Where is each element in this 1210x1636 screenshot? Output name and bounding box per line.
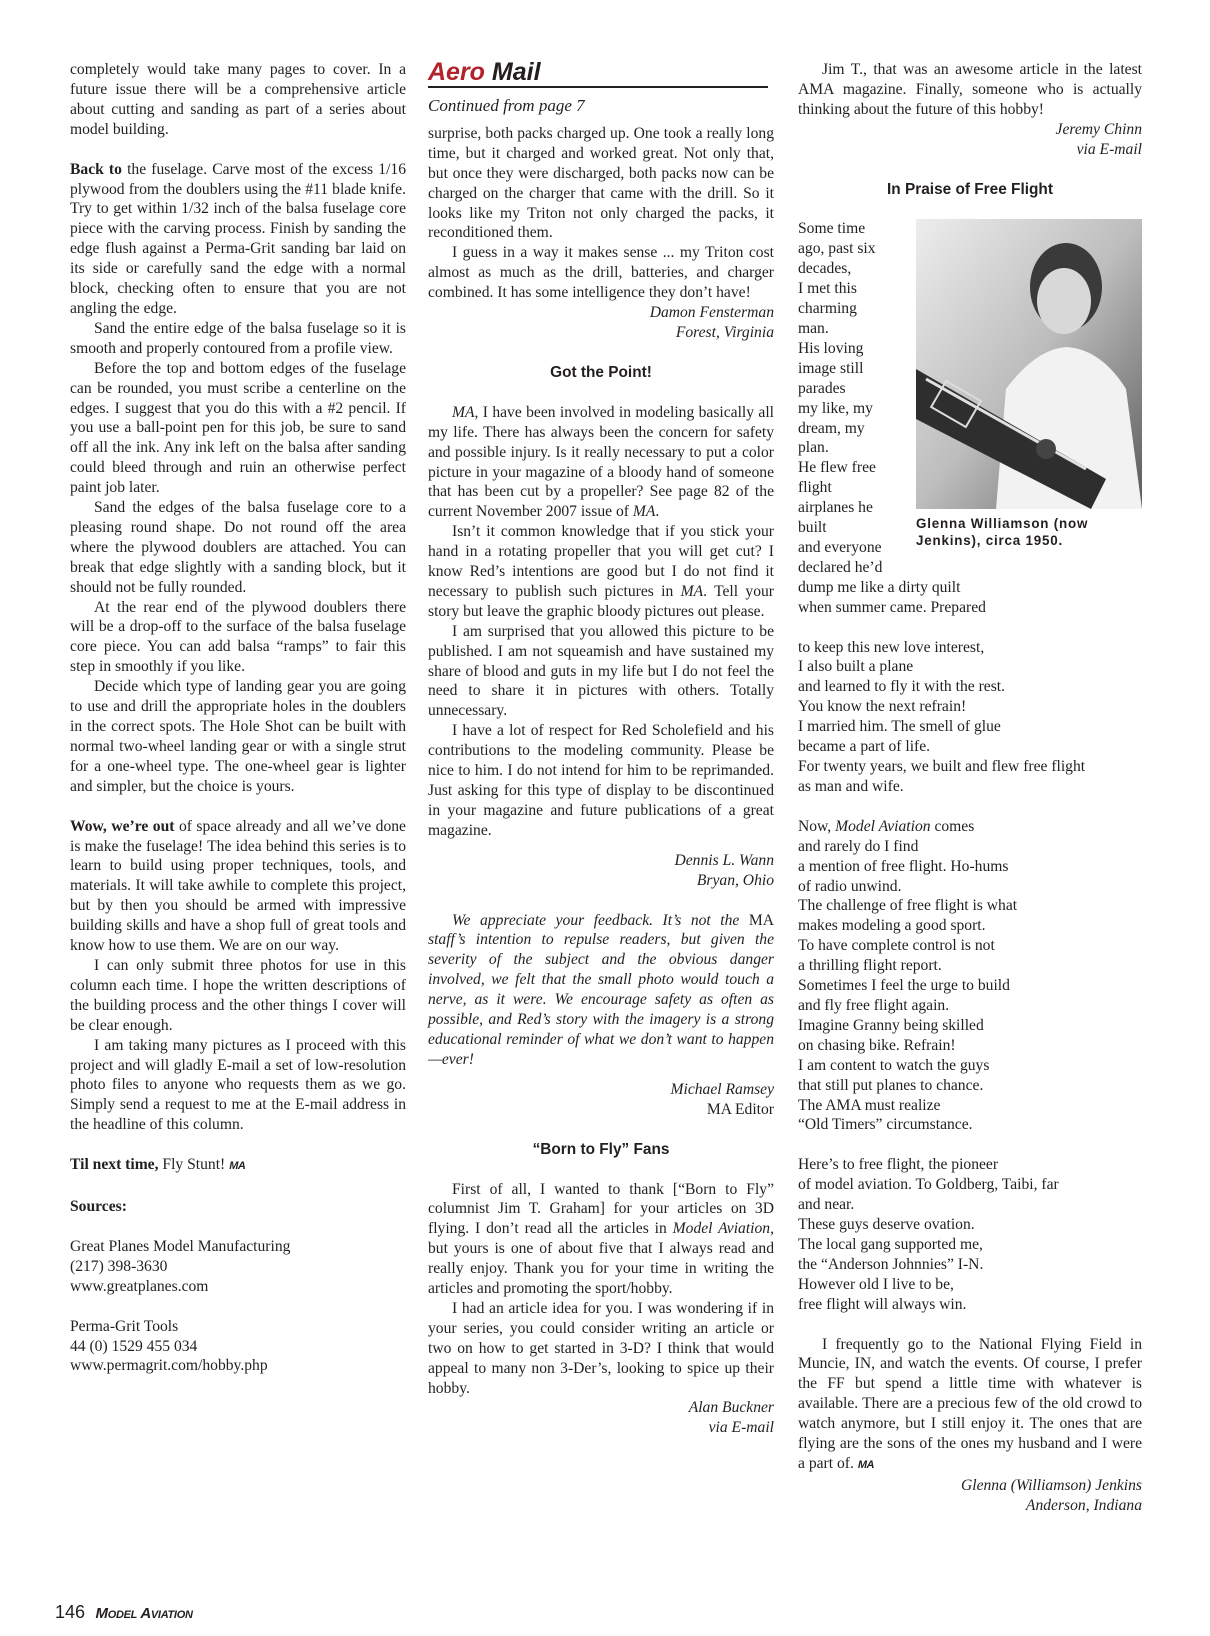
poem-line: plan. bbox=[798, 439, 829, 457]
portrait-illustration bbox=[916, 219, 1142, 509]
letter-paragraph: MA, I have been involved in modeling basically all my life. There has always been the concern for safety and possible injury. Is it really necessary to put a color picture in your magazine of a bloody hand of someone that has been cut by a propeller? See page 82 of the current November 2007 issue of MA. bbox=[428, 403, 774, 521]
page-number: 146 bbox=[55, 1602, 86, 1622]
column-left bbox=[70, 60, 406, 1376]
poem-line: Imagine Granny being skilled bbox=[798, 1016, 984, 1034]
poem-line: The AMA must realize bbox=[798, 1096, 941, 1114]
poem-line: However old I live to be, bbox=[798, 1275, 954, 1293]
poem-line: “Old Timers” circumstance. bbox=[798, 1116, 973, 1134]
letter-signature: Alan Buckner bbox=[688, 1399, 774, 1417]
source-name: Perma-Grit Tools bbox=[70, 1317, 179, 1335]
poem-line: and near. bbox=[798, 1196, 855, 1214]
poem-line: to keep this new love interest, bbox=[798, 638, 985, 656]
poem-line: dump me like a dirty quilt bbox=[798, 578, 961, 596]
letter-paragraph: I frequently go to the National Flying Field in Muncie, IN, and watch the events. Of course, I prefer the FF but spend a little time with whatever is available. There are a precious few of the old crowd to watch anymore, but I still enjoy it. The ones that are flying are the sons of the ones my husband and I were a part of. MA bbox=[798, 1335, 1142, 1472]
poem-line: I am content to watch the guys bbox=[798, 1056, 990, 1074]
letter-paragraph: I am surprised that you allowed this picture to be published. I am not squeamish and have sustained my share of blood and guts in my life but I do not feel the need to share it in pictures with others. Totally unnecessary. bbox=[428, 622, 774, 720]
letter-paragraph: Isn’t it common knowledge that if you stick your hand in a rotating propeller that you will get cut? I know Red’s intentions are good but I do not find it necessary to publish such pictures in MA. Tell your story but leave the graphic bloody pictures out please. bbox=[428, 523, 774, 620]
poem-line: He flew free bbox=[798, 459, 876, 477]
paragraph: At the rear end of the plywood doublers there will be a drop-off to the surface of the balsa fuselage core piece. You can add balsa “ramps” to fair this step in smoothly if you like. bbox=[70, 598, 406, 676]
paragraph: completely would take many pages to cover. In a future issue there will be a comprehensive article about cutting and sanding as part of a series about model building. bbox=[70, 61, 406, 138]
poem-line: on chasing bike. Refrain! bbox=[798, 1036, 956, 1054]
poem-line: my like, my bbox=[798, 399, 873, 417]
poem-line: His loving bbox=[798, 339, 864, 357]
editor-reply: We appreciate your feedback. It’s not the MA staff’s intention to repulse readers, but given the severity of the subject and the obvious danger involved, we felt that the small photo would touch a nerve, as it were. We encourage safety as often as possible, and Red’s story with the imagery is a strong educational reminder of what we don’t want to happen—ever! bbox=[428, 911, 774, 1068]
letter-paragraph: surprise, both packs charged up. One took a really long time, but it charged and worked great. Not only that, but once they were discharged, both packs now can be charged on the charger that came with the drill. So it looks like my Triton not only charged the packs, it reconditioned them. bbox=[428, 124, 774, 242]
poem-line: flight bbox=[798, 479, 832, 497]
poem-line: To have complete control is not bbox=[798, 937, 995, 955]
paragraph: Sand the entire edge of the balsa fuselage so it is smooth and properly contoured from a profile view. bbox=[70, 319, 406, 357]
paragraph: I can only submit three photos for use in this column each time. I hope the written descriptions of the building process and the other things I cover will be clear enough. bbox=[70, 956, 406, 1034]
source-url[interactable]: www.greatplanes.com bbox=[70, 1277, 209, 1295]
paragraph: Back to the fuselage. Carve most of the excess 1/16 plywood from the doublers using the #11 blade knife. Try to get within 1/32 inch of the balsa fuselage core piece with the carving process. Finish by sanding the edge flush against a Perma-Grit sanding bar laid on its side or carefully sand the edge with a normal block, checking often to ensure that you are not angling the edge. bbox=[70, 160, 407, 317]
poem-line: Sometimes I feel the urge to build bbox=[798, 977, 1010, 995]
poem-line: parades bbox=[798, 379, 846, 397]
page-footer bbox=[55, 1602, 193, 1623]
letter-signature: Dennis L. Wann bbox=[674, 851, 774, 869]
photo-figure bbox=[916, 219, 1142, 549]
sources-heading: Sources: bbox=[70, 1198, 127, 1216]
source-url[interactable]: www.permagrit.com/hobby.php bbox=[70, 1357, 268, 1375]
editor-signature: Michael Ramsey bbox=[670, 1080, 774, 1098]
poem-line: I married him. The smell of glue bbox=[798, 718, 1001, 736]
source-phone: (217) 398-3630 bbox=[70, 1257, 168, 1275]
letter-heading: Got the Point! bbox=[550, 363, 652, 381]
source-name: Great Planes Model Manufacturing bbox=[70, 1237, 291, 1255]
letter-signature: Damon Fensterman bbox=[649, 304, 774, 322]
magazine-logo: Model Aviation bbox=[95, 1605, 193, 1622]
letter-paragraph: I had an article idea for you. I was wondering if in your series, you could consider writing an article or two on how to get started in 3-D? I think that would appeal to many non 3-Der’s, looking to spice up their hobby. bbox=[428, 1299, 774, 1397]
poem-line: Now, Model Aviation comes bbox=[798, 817, 975, 835]
editor-title: MA Editor bbox=[706, 1100, 774, 1118]
paragraph: Sand the edges of the balsa fuselage core to a pleasing round shape. Do not round off the area where the plywood doublers are attached. You can break that edge slightly with a sanding block, but it should not be fully rounded. bbox=[70, 499, 406, 596]
letter-location: via E-mail bbox=[708, 1419, 774, 1437]
photo-caption: Glenna Williamson (now Jenkins), circa 1950. bbox=[916, 516, 1089, 549]
lead-in: Back to bbox=[70, 160, 122, 178]
column-right bbox=[798, 60, 1142, 1516]
fraction: 1/16 bbox=[378, 160, 407, 178]
poem-line: The challenge of free flight is what bbox=[798, 897, 1018, 915]
poem-line: the “Anderson Johnnies” I-N. bbox=[798, 1255, 984, 1273]
section-title: Aero Mail bbox=[428, 58, 768, 88]
poem-line: and rarely do I find bbox=[798, 837, 919, 855]
poem-line: as man and wife. bbox=[798, 777, 904, 795]
poem-line: a mention of free flight. Ho-hums bbox=[798, 857, 1009, 875]
paragraph: Decide which type of landing gear you are going to use and drill the appropriate holes in the doublers in the correct spots. The Hole Shot can be built with normal two-wheel landing gear or with a single strut for a one-wheel type. The one-wheel gear is lighter and simpler, but the choice is yours. bbox=[70, 678, 406, 795]
fraction: 1/32 bbox=[181, 200, 209, 218]
poem-stanza bbox=[798, 817, 1142, 1136]
poem-line: The local gang supported me, bbox=[798, 1235, 983, 1253]
letter-signature: Glenna (Williamson) Jenkins bbox=[960, 1476, 1142, 1494]
letter-paragraph: I have a lot of respect for Red Scholefield and his contributions to the modeling community. Please be nice to him. I do not intend for him to be reprimanded. Just asking for this type of display to be discontinued in your magazine and future publications of a great magazine. bbox=[428, 722, 774, 839]
poem-stanza bbox=[798, 638, 1142, 797]
poem-stanza bbox=[798, 1155, 1142, 1314]
letter-location: Anderson, Indiana bbox=[1025, 1496, 1142, 1514]
letter-location: Forest, Virginia bbox=[675, 323, 774, 341]
poem-line: built bbox=[798, 519, 827, 537]
paragraph: Til next time, Fly Stunt! MA bbox=[70, 1156, 246, 1174]
portrait-photo bbox=[916, 219, 1142, 509]
paragraph: Before the top and bottom edges of the fuselage can be rounded, you must scribe a centerline on the edges. I suggest that you do this with a #2 pencil. If you use a ball-point pen for this job, be sure to sand off all the ink. Any ink left on the balsa after sanding could bleed through and ruin an otherwise perfect paint job later. bbox=[70, 359, 406, 497]
poem-line: You know the next refrain! bbox=[798, 698, 967, 716]
lead-in: Wow, we’re out bbox=[70, 817, 175, 835]
continued-note: Continued from page 7 bbox=[428, 96, 585, 115]
poem-line: that still put planes to chance. bbox=[798, 1076, 984, 1094]
poem-line: image still bbox=[798, 359, 864, 377]
paragraph: Wow, we’re out of space already and all we’ve done is make the fuselage! The idea behind this series is to learn to build using proper techniques, tools, and materials. It will take awhile to complete this project, but by then you should be armed with impressive building skills and have a shop full of great tools and know how to use them. We are on our way. bbox=[70, 817, 406, 955]
poem-line: For twenty years, we built and flew free flight bbox=[798, 758, 1086, 775]
poem-line: of model aviation. To Goldberg, Taibi, far bbox=[798, 1176, 1059, 1194]
poem-line: became a part of life. bbox=[798, 738, 931, 756]
ma-end-mark: MA bbox=[229, 1160, 246, 1173]
poem-line: I also built a plane bbox=[798, 658, 914, 676]
poem-line: a thrilling flight report. bbox=[798, 957, 942, 975]
poem-line: ago, past six bbox=[798, 240, 876, 258]
letter-location: via E-mail bbox=[1076, 140, 1142, 158]
letter-heading: “Born to Fly” Fans bbox=[532, 1140, 670, 1158]
poem-line: I met this bbox=[798, 280, 857, 298]
column-middle bbox=[428, 60, 774, 1438]
poem-line: airplanes he bbox=[798, 499, 873, 517]
poem-line: when summer came. Prepared bbox=[798, 598, 986, 616]
paragraph: I am taking many pictures as I proceed with this project and will gladly E-mail a set of low-resolution photo files to anyone who requests them as we go. Simply send a request to me at the E-mail address in the headline of this column. bbox=[70, 1036, 406, 1134]
poem-line: Here’s to free flight, the pioneer bbox=[798, 1156, 999, 1174]
poem-line: man. bbox=[798, 319, 829, 337]
letter-signature: Jeremy Chinn bbox=[1055, 120, 1142, 138]
source-phone: 44 (0) 1529 455 034 bbox=[70, 1337, 198, 1355]
letter-heading: In Praise of Free Flight bbox=[887, 180, 1053, 198]
ma-end-mark: MA bbox=[857, 1459, 874, 1471]
poem-line: free flight will always win. bbox=[798, 1295, 967, 1313]
poem-line: and fly free flight again. bbox=[798, 996, 950, 1014]
lead-in: Til next time, bbox=[70, 1156, 159, 1174]
letter-paragraph: I guess in a way it makes sense ... my Triton cost almost as much as the drill, batteries, and charger combined. It has some intelligence they don’t have! bbox=[428, 244, 774, 302]
letter-location: Bryan, Ohio bbox=[696, 871, 774, 889]
poem-line: of radio unwind. bbox=[798, 877, 902, 895]
letter-paragraph: First of all, I wanted to thank [“Born to Fly” columnist Jim T. Graham] for your articles on 3D flying. I don’t read all the articles in Model Aviation, but yours is one of about five that I always read and really enjoy. Thank you for your time in writing the articles and promoting the sport/hobby. bbox=[428, 1180, 774, 1298]
poem-line: and learned to fly it with the rest. bbox=[798, 678, 1005, 696]
poem-line: dream, my bbox=[798, 419, 865, 437]
poem-line: charming bbox=[798, 300, 857, 318]
poem-line: and everyone bbox=[798, 538, 882, 556]
poem-line: Some time bbox=[798, 220, 866, 238]
poem-line: decades, bbox=[798, 260, 852, 278]
letter-paragraph: Jim T., that was an awesome article in the latest AMA magazine. Finally, someone who is actually thinking about the future of this hobby! bbox=[798, 61, 1142, 118]
poem-line: makes modeling a good sport. bbox=[798, 917, 986, 935]
poem-line: declared he’d bbox=[798, 558, 883, 576]
poem-line: These guys deserve ovation. bbox=[798, 1216, 975, 1234]
